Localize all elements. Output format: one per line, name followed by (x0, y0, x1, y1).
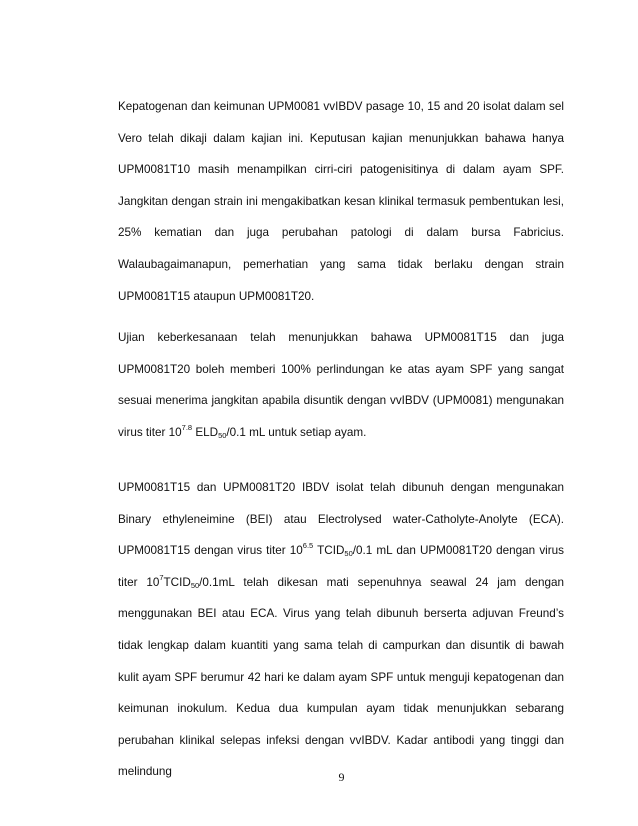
unit-subscript: 50 (218, 430, 227, 440)
page-number: 9 (338, 770, 345, 784)
unit-subscript: 50 (190, 580, 200, 590)
titer-exponent: 6.5 (302, 541, 314, 551)
unit-subscript: 50 (344, 549, 353, 559)
paragraph-text: /0.1 mL untuk setiap ayam. (226, 425, 367, 439)
paragraph-text: /0.1 mL dan UPM0081T20 dengan virus titer 10 (118, 544, 564, 589)
unit-label: ELD (192, 425, 219, 439)
paragraph-isolat-dibunuh (118, 472, 564, 788)
paragraph-text: /0.1mL telah dikesan mati sepenuhnya seawal 24 jam dengan menggunakan BEI atau ECA. Virus yang telah dibunuh berserta adjuvan Freund’s tidak lengkap dalam kuantiti yang sama telah di campurkan dan disuntik di bawah kulit ayam SPF berumur 42 hari ke dalam ayam SPF untuk menguji kepatogenan dan keimunan inokulum. Kedua dua kumpulan ayam tidak menunjukkan sebarang perubahan klinikal selepas infeksi dengan vvIBDV. Kadar antibodi yang tinggi dan melindung (118, 575, 564, 779)
unit-label: TCID (163, 575, 191, 589)
paragraph-text: UPM0081T15 dan UPM0081T20 IBDV isolat telah dibunuh dengan mengunakan Binary ethyleneimine (BEI) atau Electrolysed water-Catholyte-Anolyte (ECA). UPM0081T15 dengan virus titer 10 (118, 481, 564, 558)
titer-exponent: 7.8 (181, 422, 193, 432)
paragraph-kepatogenan: Kepatogenan dan keimunan UPM0081 vvIBDV pasage 10, 15 and 20 isolat dalam sel Vero telah dikaji dalam kajian ini. Keputusan kajian menunjukkan bahawa hanya UPM0081T10 masih menampilkan cirri-ciri patogenisitinya di dalam ayam SPF. Jangkitan dengan strain ini mengakibatkan kesan klinikal termasuk pembentukan lesi, 25% kematian dan juga perubahan patologi di dalam bursa Fabricius. Walaubagaimanapun, pemerhatian yang sama tidak berlaku dengan strain UPM0081T15 ataupun UPM0081T20. (118, 100, 564, 303)
paragraph-ujian-keberkesanaan (118, 322, 564, 448)
unit-label: TCID (313, 544, 345, 558)
titer-exponent: 7 (159, 572, 164, 582)
paragraph-text: Ujian keberkesanaan telah menunjukkan bahawa UPM0081T15 dan juga UPM0081T20 boleh memberi 100% perlindungan ke atas ayam SPF yang sangat sesuai menerima jangkitan apabila disuntik dengan vvIBDV (UPM0081) mengunakan virus titer 10 (118, 331, 564, 439)
